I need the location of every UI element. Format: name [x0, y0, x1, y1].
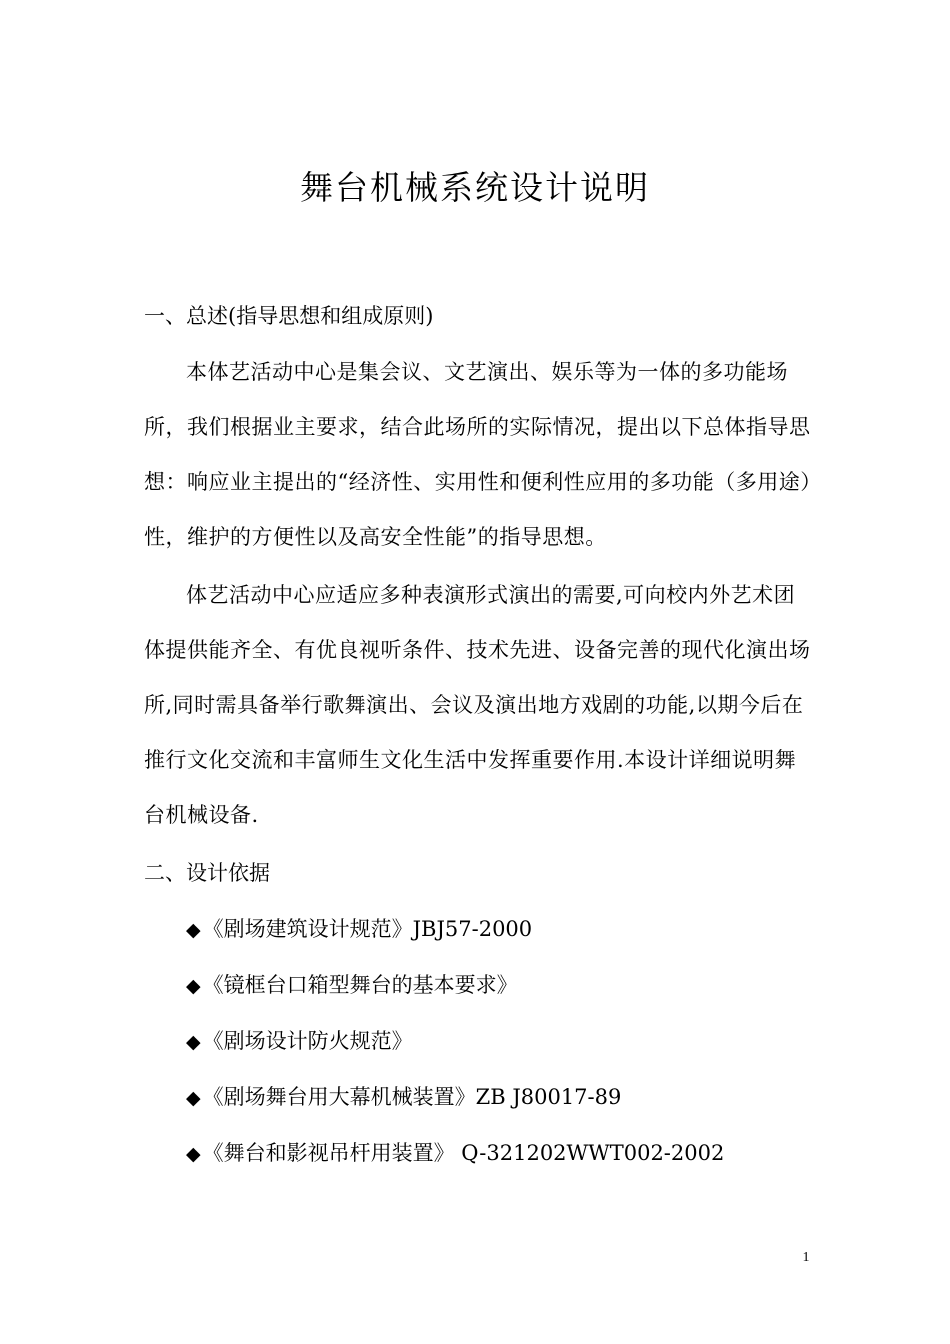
section-heading-overview: 一、总述(指导思想和组成原则)	[144, 304, 434, 328]
list-item-reference	[186, 970, 518, 1001]
list-item-reference	[186, 1138, 724, 1169]
list-item-reference	[186, 1082, 621, 1113]
reference-text: 《剧场舞台用大幕机械装置》ZB J80017-89	[202, 1085, 622, 1109]
diamond-bullet-icon: ◆	[186, 919, 201, 941]
diamond-bullet-icon: ◆	[186, 1143, 201, 1165]
reference-text: 《舞台和影视吊杆用装置》 Q-321202WWT002-2002	[202, 1141, 725, 1165]
reference-text: 《剧场设计防火规范》	[202, 1029, 413, 1053]
document-title: 舞台机械系统设计说明	[300, 168, 650, 207]
reference-text: 《剧场建筑设计规范》JBJ57-2000	[202, 917, 533, 941]
list-item-reference	[186, 1026, 413, 1057]
list-item-reference	[186, 914, 532, 945]
section-heading-design-basis: 二、设计依据	[144, 861, 270, 885]
diamond-bullet-icon: ◆	[186, 975, 201, 997]
diamond-bullet-icon: ◆	[186, 1031, 201, 1053]
reference-text: 《镜框台口箱型舞台的基本要求》	[202, 973, 518, 997]
diamond-bullet-icon: ◆	[186, 1087, 201, 1109]
paragraph-venue-purpose: 体艺活动中心应适应多种表演形式演出的需要,可向校内外艺术团体提供能齐全、有优良视听条件、技术先进、设备完善的现代化演出场所,同时需具备举行歌舞演出、会议及演出地方戏剧的功能,以期今后在推行文化交流和丰富师生文化生活中发挥重要作用.本设计详细说明舞台机械设备.	[144, 583, 811, 827]
page-number: 1	[802, 1250, 810, 1265]
paragraph-guiding-thought: 本体艺活动中心是集会议、文艺演出、娱乐等为一体的多功能场所，我们根据业主要求，结合此场所的实际情况，提出以下总体指导思想：响应业主提出的“经济性、实用性和便利性应用的多功能（多用途）性，维护的方便性以及高安全性能”的指导思想。	[144, 360, 812, 549]
